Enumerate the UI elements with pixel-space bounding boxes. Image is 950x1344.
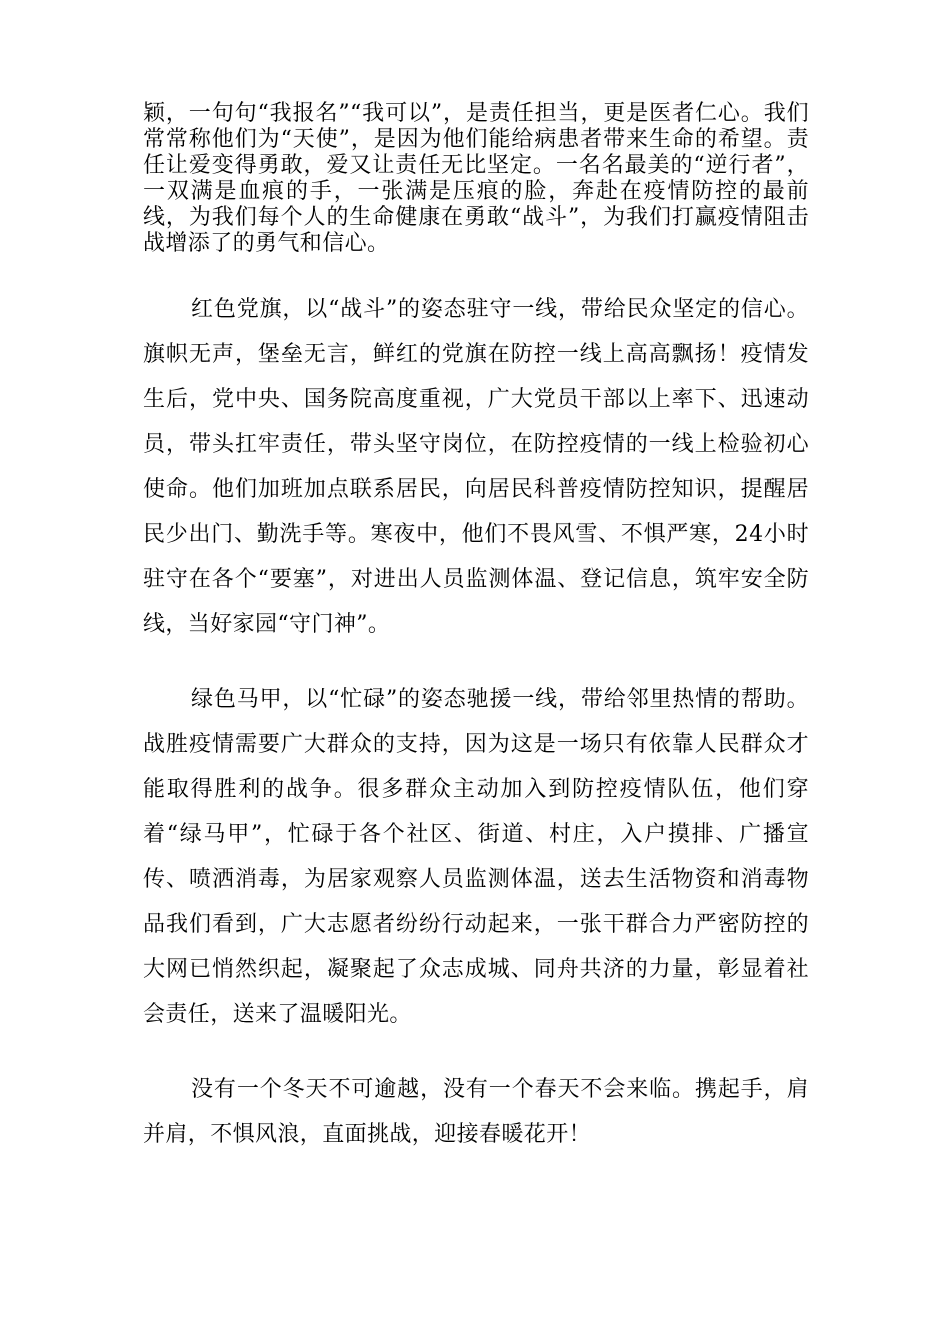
document-body: [143, 101, 809, 1157]
paragraph-3: 绿色马甲，以“忙碌”的姿态驰援一线，带给邻里热情的帮助。战胜疫情需要广大群众的支持，因为这是一场只有依靠人民群众才能取得胜利的战争。很多群众主动加入到防控疫情队伍，他们穿着“绿马甲”，忙碌于各个社区、街道、村庄，入户摸排、广播宣传、喷洒消毒，为居家观察人员监测体温，送去生活物资和消毒物品我们看到，广大志愿者纷纷行动起来，一张干群合力严密防控的大网已悄然织起，凝聚起了众志成城、同舟共济的力量，彰显着社会责任，送来了温暖阳光。: [143, 687, 809, 1027]
paragraph-1: 颖，一句句“我报名”“我可以”，是责任担当，更是医者仁心。我们常常称他们为“天使”，是因为他们能给病患者带来生命的希望。责任让爱变得勇敢，爱又让责任无比坚定。一名名最美的“逆行者”，一双满是血痕的手，一张满是压痕的脸，奔赴在疫情防控的最前线，为我们每个人的生命健康在勇敢“战斗”，为我们打赢疫情阻击战增添了的勇气和信心。: [143, 101, 809, 256]
paragraph-4: 没有一个冬天不可逾越，没有一个春天不会来临。携起手，肩并肩，不惧风浪，直面挑战，迎接春暖花开！: [143, 1077, 809, 1147]
paragraph-2: 红色党旗，以“战斗”的姿态驻守一线，带给民众坚定的信心。旗帜无声，堡垒无言，鲜红的党旗在防控一线上高高飘扬！疫情发生后，党中央、国务院高度重视，广大党员干部以上率下、迅速动员，带头扛牢责任，带头坚守岗位，在防控疫情的一线上检验初心使命。他们加班加点联系居民，向居民科普疫情防控知识，提醒居民少出门、勤洗手等。寒夜中，他们不畏风雪、不惧严寒，24小时驻守在各个“要塞”，对进出人员监测体温、登记信息，筑牢安全防线，当好家园“守门神”。: [143, 297, 809, 637]
